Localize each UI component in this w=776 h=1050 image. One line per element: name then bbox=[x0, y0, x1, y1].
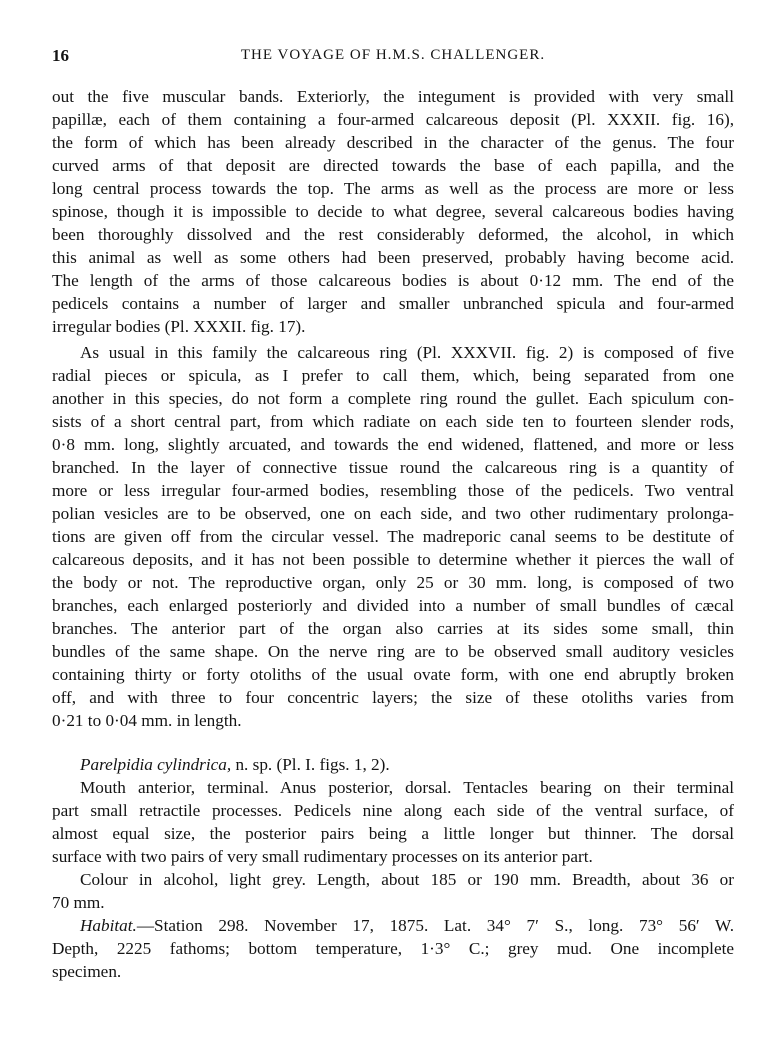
text-line: papillæ, each of them containing a four-armed calcareous deposit (Pl. XXXII. fig. 16), bbox=[52, 110, 734, 129]
running-header bbox=[52, 46, 734, 68]
text-line: tions are given off from the circular vessel. The madreporic canal seems to be destitute of bbox=[52, 527, 734, 546]
text-line: bundles of the same shape. On the nerve ring are to be observed small auditory vesicles bbox=[52, 642, 734, 661]
habitat-line bbox=[52, 914, 734, 937]
species-heading bbox=[52, 753, 734, 776]
text-line: more or less irregular four-armed bodies, resembling those of the pedicels. Two ventral bbox=[52, 481, 734, 500]
colour-paragraph bbox=[52, 868, 734, 914]
habitat-label: Habitat. bbox=[80, 916, 137, 935]
text-line: been thoroughly dissolved and the rest considerably deformed, the alcohol, in which bbox=[52, 225, 734, 244]
text-line: Depth, 2225 fathoms; bottom temperature, 1·3° C.; grey mud. One incomplete bbox=[52, 939, 734, 958]
text-line: 0·21 to 0·04 mm. in length. bbox=[52, 711, 242, 730]
species-description bbox=[52, 776, 734, 868]
text-line: the body or not. The reproductive organ, only 25 or 30 mm. long, is composed of two bbox=[52, 573, 734, 592]
text-line: containing thirty or forty otoliths of the usual ovate form, with one end abruptly broken bbox=[52, 665, 734, 684]
text-line: specimen. bbox=[52, 962, 122, 981]
text-line: the form of which has been already described in the character of the genus. The four bbox=[52, 133, 734, 152]
page-number: 16 bbox=[52, 46, 69, 65]
text-line: spinose, though it is impossible to decide to what degree, several calcareous bodies having bbox=[52, 202, 734, 221]
text-line: sists of a short central part, from which radiate on each side ten to fourteen slender rods, bbox=[52, 412, 734, 431]
text-line: 70 mm. bbox=[52, 893, 105, 912]
text-line: branches, each enlarged posteriorly and divided into a number of small bundles of cæcal bbox=[52, 596, 734, 615]
paragraph-calcareous-ring bbox=[52, 341, 734, 732]
text-line: another in this species, do not form a complete ring round the gullet. Each spiculum con- bbox=[52, 389, 734, 408]
text-line: polian vesicles are to be observed, one on each side, and two other rudimentary prolonga- bbox=[52, 504, 734, 523]
running-title: THE VOYAGE OF H.M.S. CHALLENGER. bbox=[240, 47, 546, 63]
text-line: 0·8 mm. long, slightly arcuated, and towards the end widened, flattened, and more or less bbox=[52, 435, 734, 454]
text-line: calcareous deposits, and it has not been possible to determine whether it pierces the wall of bbox=[52, 550, 734, 569]
text-line: The length of the arms of those calcareous bodies is about 0·12 mm. The end of the bbox=[52, 271, 734, 290]
text-line: off, and with three to four concentric layers; the size of these otoliths varies from bbox=[52, 688, 734, 707]
habitat-text: —Station 298. November 17, 1875. Lat. 34° 7′ S., long. 73° 56′ W. bbox=[136, 916, 734, 935]
text-line: out the five muscular bands. Exteriorly, the integument is provided with very small bbox=[52, 87, 734, 106]
species-section bbox=[52, 753, 734, 983]
text-line: Mouth anterior, terminal. Anus posterior, dorsal. Tentacles bearing on their terminal bbox=[80, 778, 734, 797]
text-line: branched. In the layer of connective tissue round the calcareous ring is a quantity of bbox=[52, 458, 734, 477]
text-line: As usual in this family the calcareous ring (Pl. XXXVII. fig. 2) is composed of five bbox=[80, 343, 734, 362]
text-line: radial pieces or spicula, as I prefer to call them, which, being separated from one bbox=[52, 366, 734, 385]
text-line: long central process towards the top. The arms as well as the process are more or less bbox=[52, 179, 734, 198]
text-line: branches. The anterior part of the organ also carries at its sides some small, thin bbox=[52, 619, 734, 638]
paragraph-calcareous-deposits bbox=[52, 85, 734, 338]
text-line: almost equal size, the posterior pairs being a little longer but thinner. The dorsal bbox=[52, 824, 734, 843]
text-line: this animal as well as some others had been preserved, probably having become acid. bbox=[52, 248, 734, 267]
species-name: Parelpidia cylindrica, bbox=[80, 755, 232, 774]
text-line: pedicels contains a number of larger and smaller unbranched spicula and four-armed bbox=[52, 294, 734, 313]
text-line: irregular bodies (Pl. XXXII. fig. 17). bbox=[52, 317, 306, 336]
text-line: part small retractile processes. Pedicels nine along each side of the ventral surface, of bbox=[52, 801, 734, 820]
species-reference: n. sp. (Pl. I. figs. 1, 2). bbox=[231, 755, 390, 774]
text-line: curved arms of that deposit are directed towards the base of each papilla, and the bbox=[52, 156, 734, 175]
text-line: surface with two pairs of very small rudimentary processes on its anterior part. bbox=[52, 847, 593, 866]
text-line: Colour in alcohol, light grey. Length, about 185 or 190 mm. Breadth, about 36 or bbox=[80, 870, 734, 889]
